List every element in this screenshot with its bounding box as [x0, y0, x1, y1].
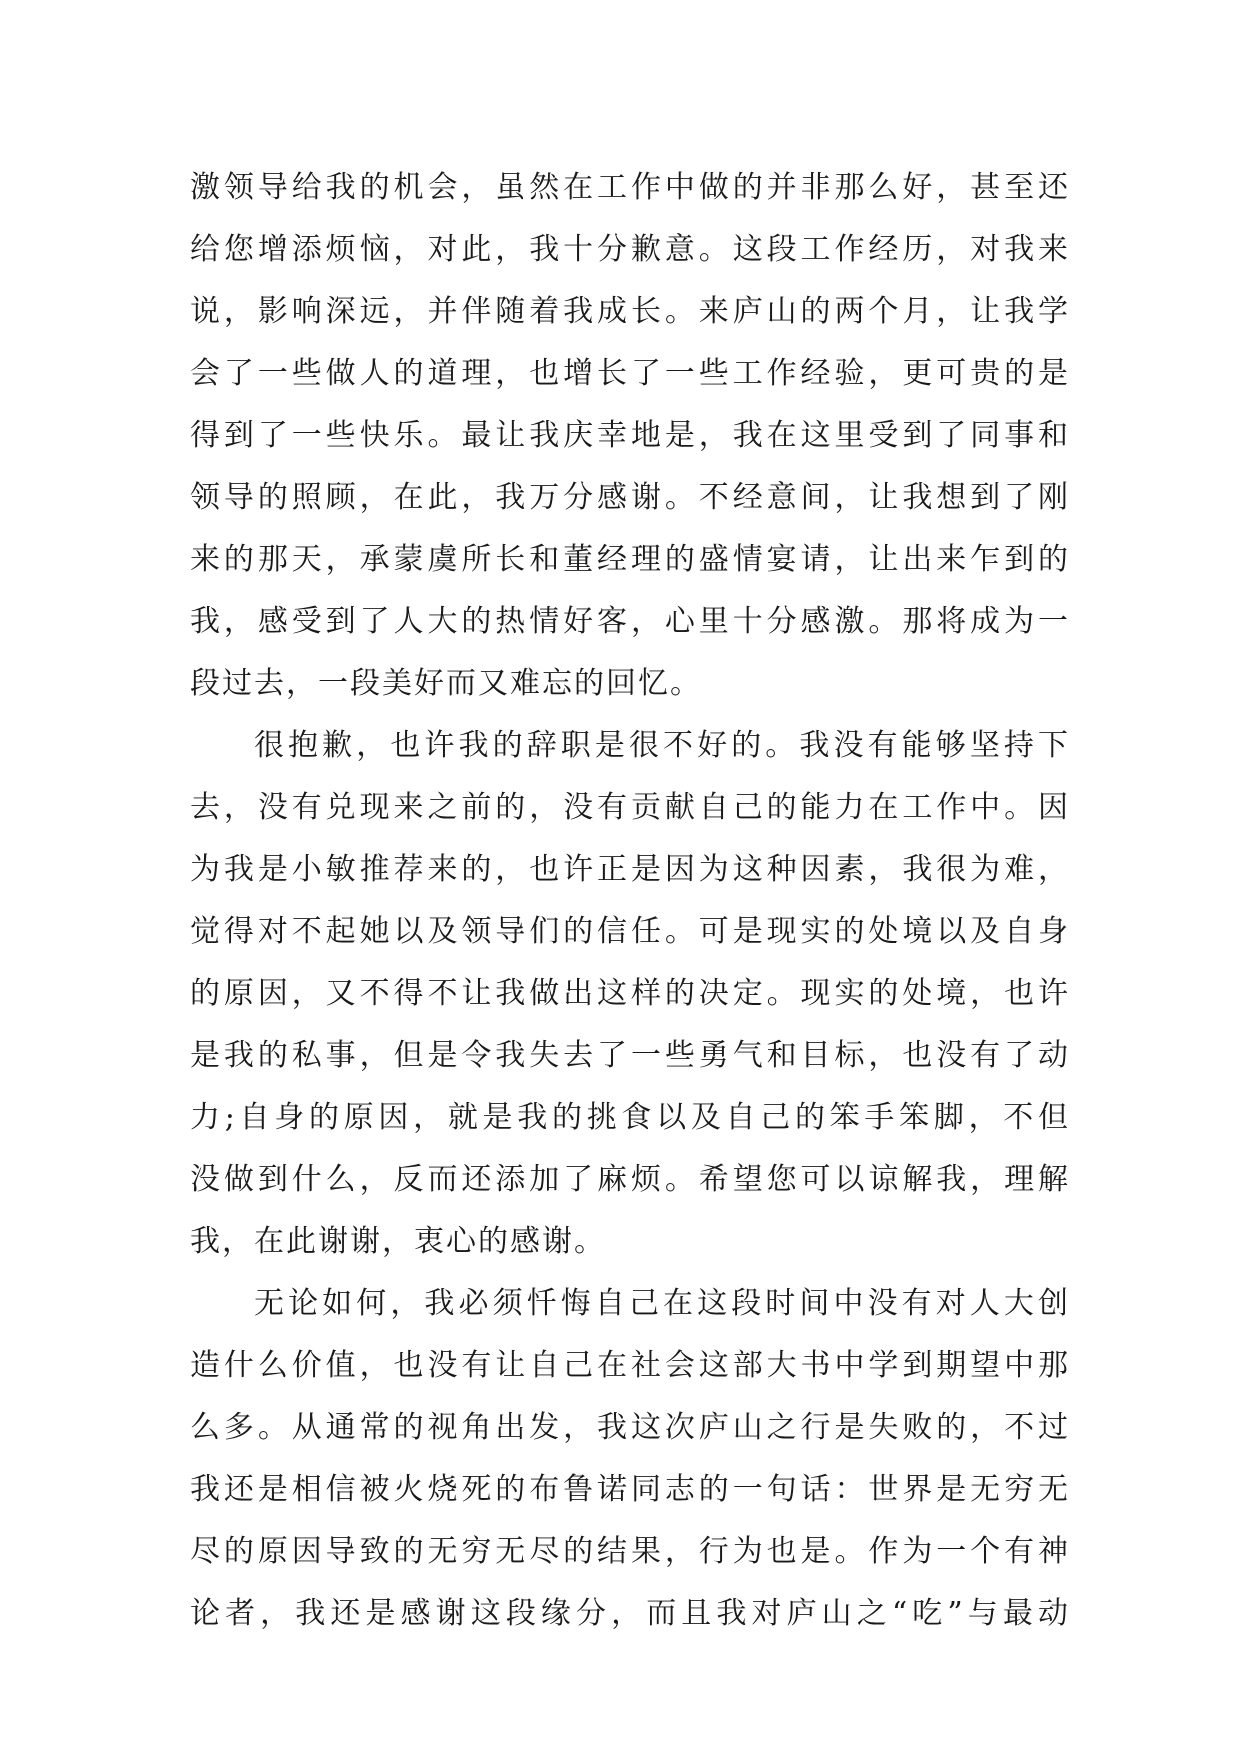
text-line: 激领导给我的机会，虽然在工作中做的并非那么好，甚至还	[190, 170, 1070, 205]
text-line: 给您增添烦恼，对此，我十分歉意。这段工作经历，对我来	[190, 232, 1070, 267]
text-line: 说，影响深远，并伴随着我成长。来庐山的两个月，让我学	[190, 294, 1070, 329]
text-line: 我，在此谢谢，衷心的感谢。	[190, 1224, 606, 1259]
text-line: 得到了一些快乐。最让我庆幸地是，我在这里受到了同事和	[190, 418, 1070, 453]
text-line: 造什么价值，也没有让自己在社会这部大书中学到期望中那	[190, 1348, 1070, 1383]
text-line: 是我的私事，但是令我失去了一些勇气和目标，也没有了动	[190, 1038, 1070, 1073]
text-line: 领导的照顾，在此，我万分感谢。不经意间，让我想到了刚	[190, 480, 1070, 515]
text-line: 没做到什么，反而还添加了麻烦。希望您可以谅解我，理解	[190, 1162, 1070, 1197]
text-line: 力;自身的原因，就是我的挑食以及自己的笨手笨脚，不但	[190, 1100, 1070, 1135]
text-line: 去，没有兑现来之前的，没有贡献自己的能力在工作中。因	[190, 790, 1070, 825]
text-line: 尽的原因导致的无穷无尽的结果，行为也是。作为一个有神	[190, 1534, 1070, 1569]
text-line: 么多。从通常的视角出发，我这次庐山之行是失败的，不过	[190, 1410, 1070, 1445]
text-line: 的原因，又不得不让我做出这样的决定。现实的处境，也许	[190, 976, 1070, 1011]
text-line: 很抱歉，也许我的辞职是很不好的。我没有能够坚持下	[254, 728, 1070, 763]
text-line: 段过去，一段美好而又难忘的回忆。	[190, 666, 702, 701]
body-text	[190, 157, 1070, 1645]
text-line: 觉得对不起她以及领导们的信任。可是现实的处境以及自身	[190, 914, 1070, 949]
text-line: 无论如何，我必须忏悔自己在这段时间中没有对人大创	[254, 1286, 1070, 1321]
text-line: 我，感受到了人大的热情好客，心里十分感激。那将成为一	[190, 604, 1070, 639]
text-line: 会了一些做人的道理，也增长了一些工作经验，更可贵的是	[190, 356, 1070, 391]
text-line: 论者，我还是感谢这段缘分，而且我对庐山之“吃”与最动	[190, 1596, 1070, 1631]
text-line: 为我是小敏推荐来的，也许正是因为这种因素，我很为难，	[190, 852, 1070, 887]
text-line: 来的那天，承蒙虞所长和董经理的盛情宴请，让出来乍到的	[190, 542, 1070, 577]
text-line: 我还是相信被火烧死的布鲁诺同志的一句话：世界是无穷无	[190, 1472, 1070, 1507]
